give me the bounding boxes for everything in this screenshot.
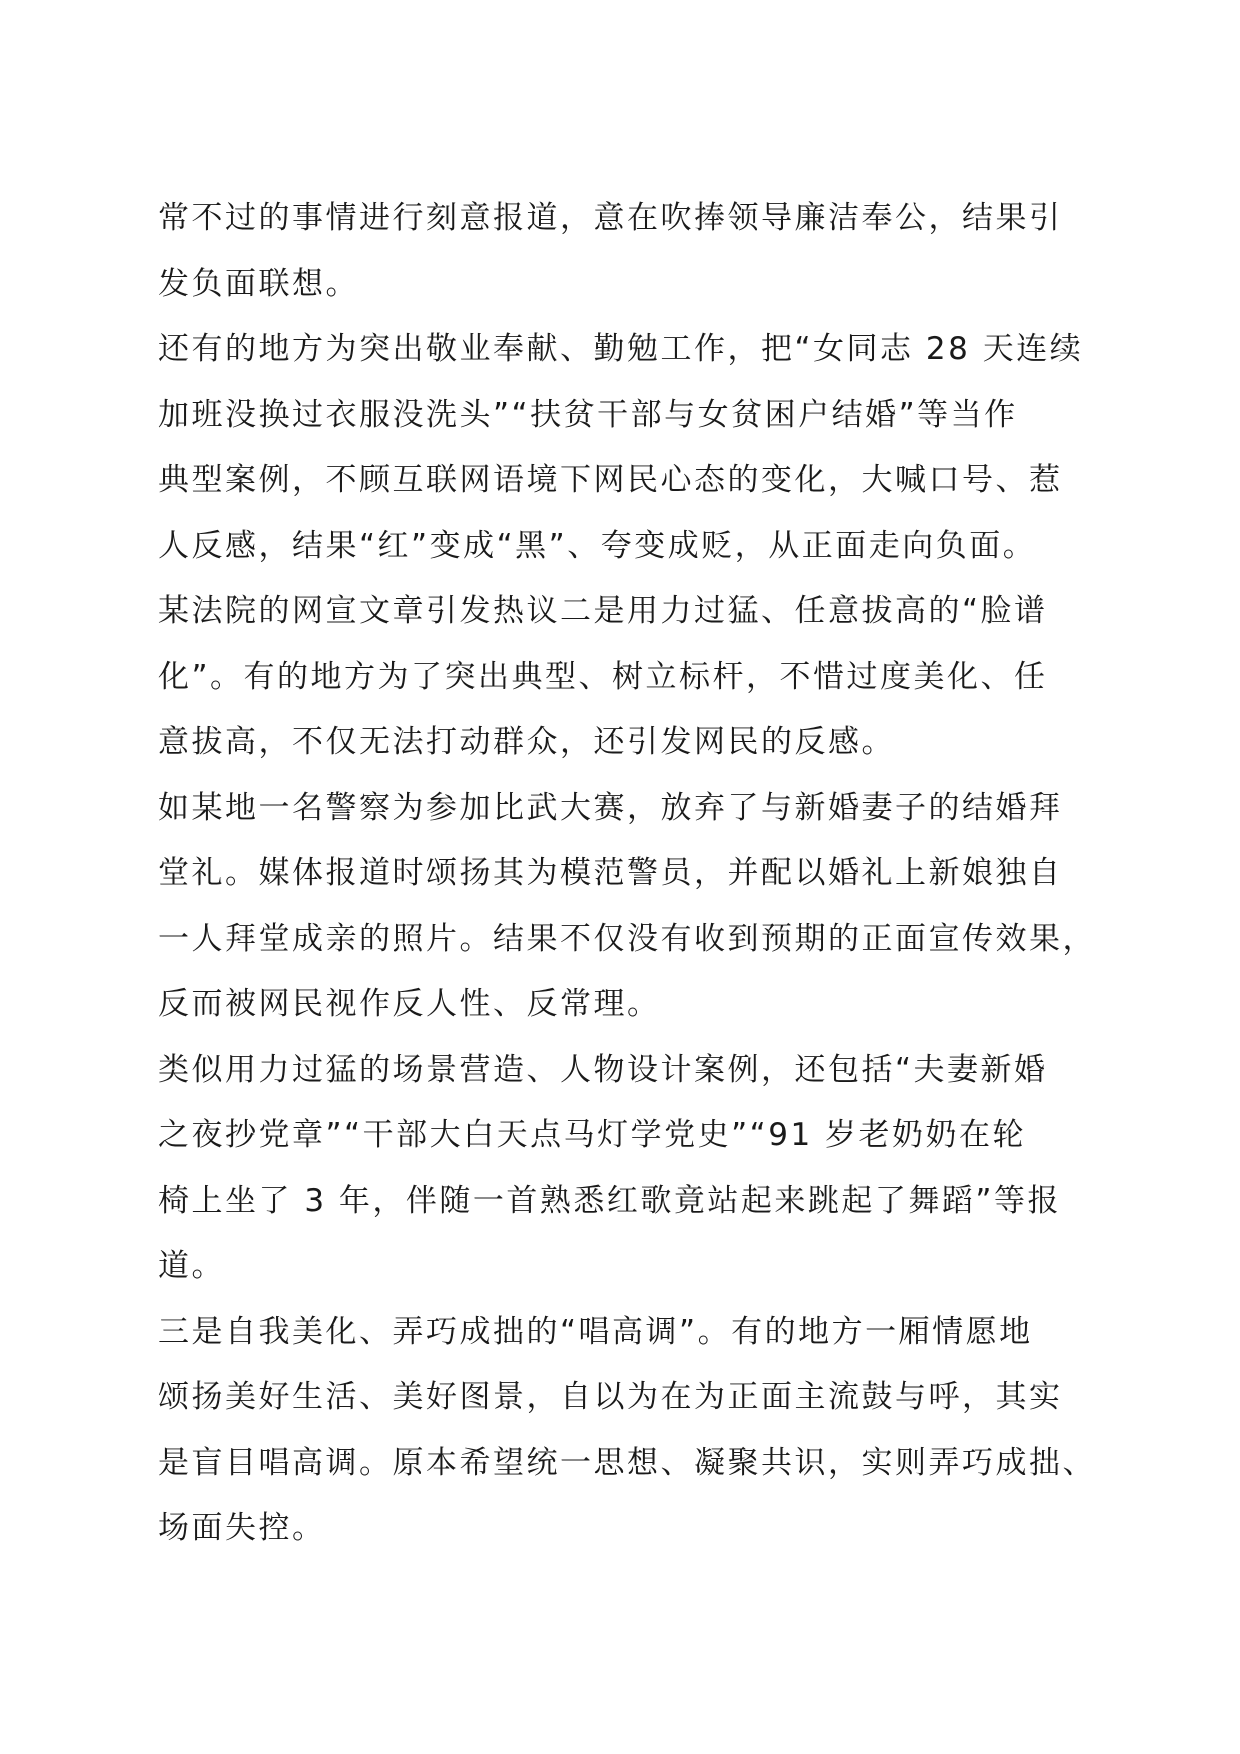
text-line: 如某地一名警察为参加比武大赛，放弃了与新婚妻子的结婚拜 <box>158 789 1063 826</box>
text-line: 发负面联想。 <box>158 265 359 302</box>
text-line: 颂扬美好生活、美好图景，自以为在为正面主流鼓与呼，其实 <box>158 1379 1063 1415</box>
text-line: 类似用力过猛的场景营造、人物设计案例，还包括“夫妻新婚 <box>158 1051 1048 1088</box>
text-line: 场面失控。 <box>158 1510 326 1546</box>
text-line: 反而被网民视作反人性、反常理。 <box>158 986 661 1022</box>
text-line: 堂礼。媒体报道时颂扬其为模范警员，并配以婚礼上新娘独自 <box>158 855 1063 891</box>
text-line: 意拔高，不仅无法打动群众，还引发网民的反感。 <box>158 724 895 760</box>
text-line: 人反感，结果“红”变成“黑”、夸变成贬，从正面走向负面。 <box>158 527 1037 564</box>
text-line: 加班没换过衣服没洗头”“扶贫干部与女贫困户结婚”等当作 <box>158 396 1018 433</box>
text-line: 典型案例，不顾互联网语境下网民心态的变化，大喊口号、惹 <box>158 462 1063 498</box>
text-line: 椅上坐了 3 年，伴随一首熟悉红歌竟站起来跳起了舞蹈”等报 <box>158 1182 1061 1219</box>
text-line: 道。 <box>158 1248 225 1284</box>
text-line: 化”。有的地方为了突出典型、树立标杆，不惜过度美化、任 <box>158 658 1048 695</box>
text-line: 常不过的事情进行刻意报道，意在吹捧领导廉洁奉公，结果引 <box>158 200 1063 236</box>
body-text <box>158 186 1098 1562</box>
text-line: 还有的地方为突出敬业奉献、勤勉工作，把“女同志 28 天连续 <box>158 331 1084 367</box>
text-line: 三是自我美化、弄巧成拙的“唱高调”。有的地方一厢情愿地 <box>158 1313 1033 1350</box>
text-line: 某法院的网宣文章引发热议二是用力过猛、任意拔高的“脸谱 <box>158 593 1048 629</box>
text-line: 之夜抄党章”“干部大白天点马灯学党史”“91 岁老奶奶在轮 <box>158 1117 1027 1153</box>
text-line: 一人拜堂成亲的照片。结果不仅没有收到预期的正面宣传效果， <box>158 920 1096 957</box>
text-line: 是盲目唱高调。原本希望统一思想、凝聚共识，实则弄巧成拙、 <box>158 1444 1096 1481</box>
